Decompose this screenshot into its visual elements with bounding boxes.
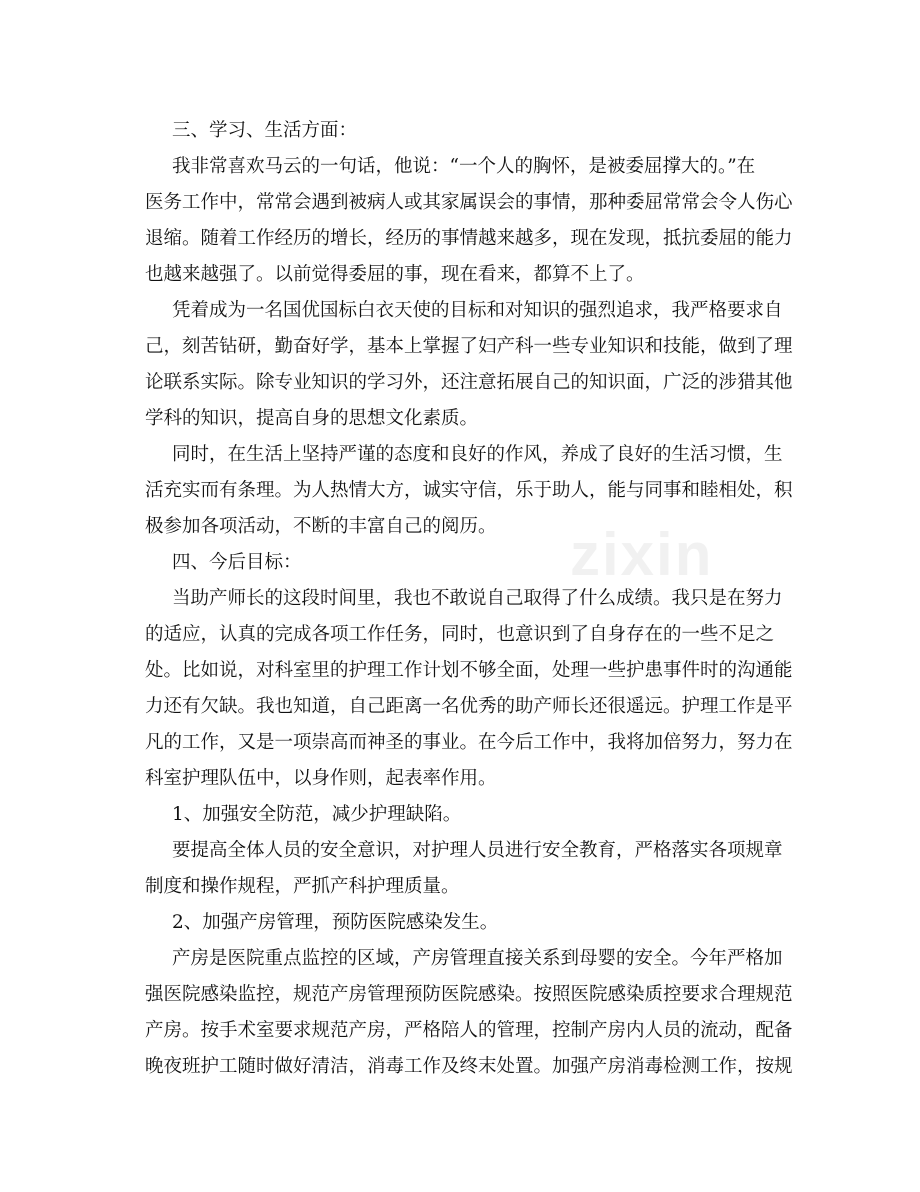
- paragraph-line: 的适应，认真的完成各项工作任务，同时，也意识到了自身存在的一些不足之: [145, 624, 775, 645]
- paragraph-line: 科室护理队伍中，以身作则，起表率作用。: [145, 768, 497, 789]
- paragraph-line: 产房是医院重点监控的区域，产房管理直接关系到母婴的安全。今年严格加: [172, 948, 783, 969]
- paragraph-line: 学科的知识，提高自身的思想文化素质。: [145, 408, 479, 429]
- paragraph-line: 凡的工作，又是一项崇高而神圣的事业。在今后工作中，我将加倍努力，努力在: [145, 732, 793, 753]
- paragraph-line: 晚夜班护工随时做好清洁，消毒工作及终末处置。加强产房消毒检测工作，按规: [145, 1056, 793, 1077]
- paragraph-line: 医务工作中，常常会遇到被病人或其家属误会的事情，那种委屈常常会令人伤心: [145, 192, 793, 213]
- paragraph-line: 要提高全体人员的安全意识，对护理人员进行安全教育，严格落实各项规章: [172, 840, 783, 861]
- paragraph-line: 处。比如说，对科室里的护理工作计划不够全面，处理一些护患事件时的沟通能: [145, 660, 793, 681]
- watermark: zixin: [570, 521, 714, 588]
- paragraph-line: 力还有欠缺。我也知道，自己距离一名优秀的助产师长还很遥远。护理工作是平: [145, 696, 793, 717]
- section-heading-4: 四、今后目标：: [172, 552, 302, 573]
- paragraph-line: 活充实而有条理。为人热情大方，诚实守信，乐于助人，能与同事和睦相处，积: [145, 480, 793, 501]
- paragraph-line: 制度和操作规程，严抓产科护理质量。: [145, 876, 460, 897]
- paragraph-line: 我非常喜欢马云的一句话，他说：“一个人的胸怀，是被委屈撑大的。”在: [172, 156, 756, 177]
- paragraph-line: 凭着成为一名国优国标白衣天使的目标和对知识的强烈追求，我严格要求自: [172, 300, 783, 321]
- paragraph-line: 同时，在生活上坚持严谨的态度和良好的作风，养成了良好的生活习惯，生: [172, 444, 783, 465]
- paragraph-line: 也越来越强了。以前觉得委屈的事，现在看来，都算不上了。: [145, 264, 645, 285]
- paragraph-line: 强医院感染监控，规范产房管理预防医院感染。按照医院感染质控要求合理规范: [145, 984, 793, 1005]
- paragraph-line: 退缩。随着工作经历的增长，经历的事情越来越多，现在发现，抵抗委屈的能力: [145, 228, 793, 249]
- section-heading-3: 三、学习、生活方面：: [172, 120, 358, 141]
- paragraph-line: 论联系实际。除专业知识的学习外，还注意拓展自己的知识面，广泛的涉猎其他: [145, 372, 793, 393]
- paragraph-line: 极参加各项活动，不断的丰富自己的阅历。: [145, 516, 497, 537]
- paragraph-line: 己，刻苦钻研，勤奋好学，基本上掌握了妇产科一些专业知识和技能，做到了理: [145, 336, 793, 357]
- list-item-heading: 1、加强安全防范，减少护理缺陷。: [172, 804, 462, 825]
- paragraph-line: 当助产师长的这段时间里，我也不敢说自己取得了什么成绩。我只是在努力: [172, 588, 783, 609]
- list-item-heading: 2、加强产房管理，预防医院感染发生。: [172, 912, 499, 933]
- paragraph-line: 产房。按手术室要求规范产房，严格陪人的管理，控制产房内人员的流动，配备: [145, 1020, 793, 1041]
